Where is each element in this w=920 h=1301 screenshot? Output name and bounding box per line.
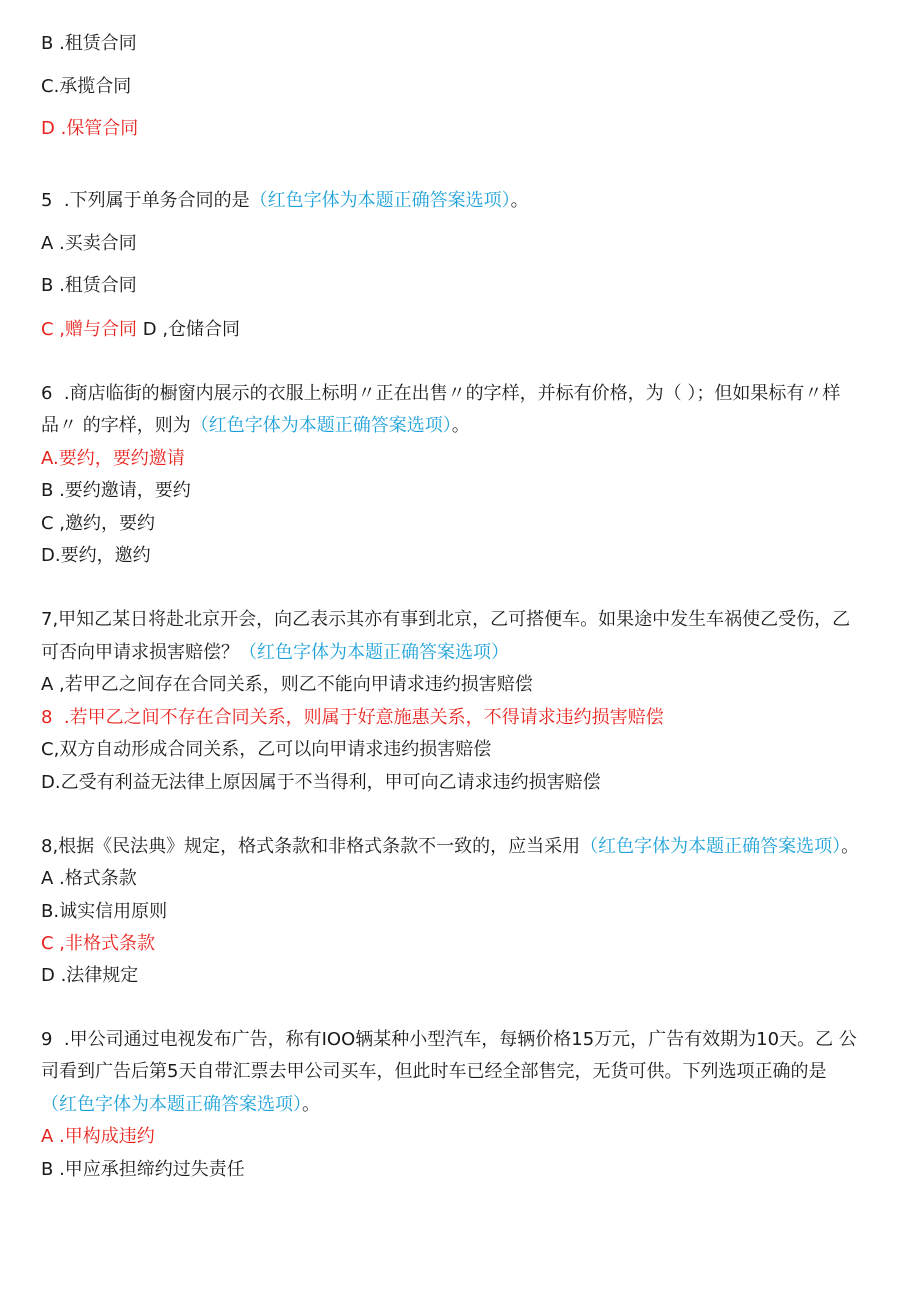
question-text: 8,根据《民法典》规定，格式条款和非格式条款不一致的，应当采用: [41, 836, 581, 857]
correct-option-text: A.要约，要约邀请: [41, 448, 185, 469]
question-text: 7,甲知乙某日将赴北京开会，向乙表示其亦有事到北京，乙可搭便车。如果途中发生车祸使乙受伤，乙: [41, 609, 851, 630]
answer-hint: （红色字体为本题正确答案选项）: [239, 642, 509, 663]
option-d: [41, 964, 138, 988]
question-text: 6 .商店临街的橱窗内展示的衣服上标明〃正在出售〃的字样，并标有价格，为（ ）；但如果标有〃样: [41, 383, 841, 404]
option-text: D ,仓储合同: [137, 319, 241, 340]
option-b-lease-contract: [41, 32, 137, 56]
correct-option-text: A .甲构成违约: [41, 1126, 155, 1147]
punctuation: 。: [841, 836, 860, 857]
option-b: [41, 900, 167, 924]
correct-option-text: D .保管合同: [41, 118, 139, 139]
question-6-line-1: [41, 382, 840, 406]
option-c-correct: [41, 932, 155, 956]
question-7-line-1: [41, 608, 850, 632]
correct-option-text: 8 .若甲乙之间不存在合同关系，则属于好意施惠关系，不得请求违约损害赔偿: [41, 707, 664, 728]
question-text: 5 .下列属于单务合同的是: [41, 190, 250, 211]
question-5: [41, 189, 529, 213]
option-a-sale-contract: [41, 232, 137, 256]
option-a-correct: [41, 447, 185, 471]
option-text: A ,若甲乙之间存在合同关系，则乙不能向甲请求违约损害赔偿: [41, 674, 533, 695]
question-text: 可否向甲请求损害赔偿？: [41, 642, 239, 663]
option-d: [41, 544, 151, 568]
question-7-line-2: [41, 641, 509, 665]
option-text: C.承揽合同: [41, 76, 132, 97]
option-text: A .买卖合同: [41, 233, 137, 254]
answer-hint: （红色字体为本题正确答案选项）: [190, 415, 452, 436]
punctuation: 。: [302, 1094, 320, 1115]
option-text: C ,邀约，要约: [41, 513, 156, 534]
question-9-line-1: [41, 1028, 857, 1052]
option-b-correct: [41, 706, 664, 730]
correct-option-text: C ,赠与合同: [41, 319, 138, 340]
option-b: [41, 1158, 245, 1182]
answer-hint: （红色字体为本题正确答案选项）: [249, 190, 511, 211]
option-a: [41, 867, 137, 891]
option-b: [41, 479, 191, 503]
question-text: 9 .甲公司通过电视发布广告，称有IOO辆某种小型汽车，每辆价格15万元，广告有效期为10天。乙 公: [41, 1029, 857, 1050]
question-9-line-2: [41, 1060, 826, 1084]
option-d: [41, 771, 601, 795]
option-text: D .法律规定: [41, 965, 139, 986]
option-text: B .甲应承担缔约过失责任: [41, 1159, 245, 1180]
option-b-lease-contract: [41, 274, 137, 298]
option-text: B .租赁合同: [41, 275, 137, 296]
option-a-correct: [41, 1125, 155, 1149]
option-text: D.要约，邀约: [41, 545, 151, 566]
answer-hint: （红色字体为本题正确答案选项）: [580, 836, 842, 857]
question-6-line-2: [41, 414, 470, 438]
option-text: B .要约邀请，要约: [41, 480, 191, 501]
option-text: B.诚实信用原则: [41, 901, 168, 922]
answer-hint: （红色字体为本题正确答案选项）: [41, 1094, 302, 1115]
question-text: 司看到广告后第5天自带汇票去甲公司买车，但此时车已经全部售完，无货可供。下列选项正确的是: [41, 1061, 827, 1082]
option-text: C,双方自动形成合同关系，乙可以向甲请求违约损害赔偿: [41, 739, 492, 760]
punctuation: 。: [510, 190, 529, 211]
question-8: [41, 835, 859, 859]
option-c-work-contract: [41, 75, 131, 99]
option-text: A .格式条款: [41, 868, 137, 889]
option-text: D.乙受有利益无法律上原因属于不当得利，甲可向乙请求违约损害赔偿: [41, 772, 601, 793]
option-text: B .租赁合同: [41, 33, 137, 54]
options-c-d: [41, 318, 240, 342]
option-c: [41, 512, 155, 536]
option-d-custody-contract-correct: [41, 117, 138, 141]
question-9-line-3: [41, 1093, 320, 1117]
correct-option-text: C ,非格式条款: [41, 933, 156, 954]
question-text: 品〃 的字样，则为: [41, 415, 191, 436]
option-a: [41, 673, 533, 697]
punctuation: 。: [451, 415, 470, 436]
option-c: [41, 738, 491, 762]
